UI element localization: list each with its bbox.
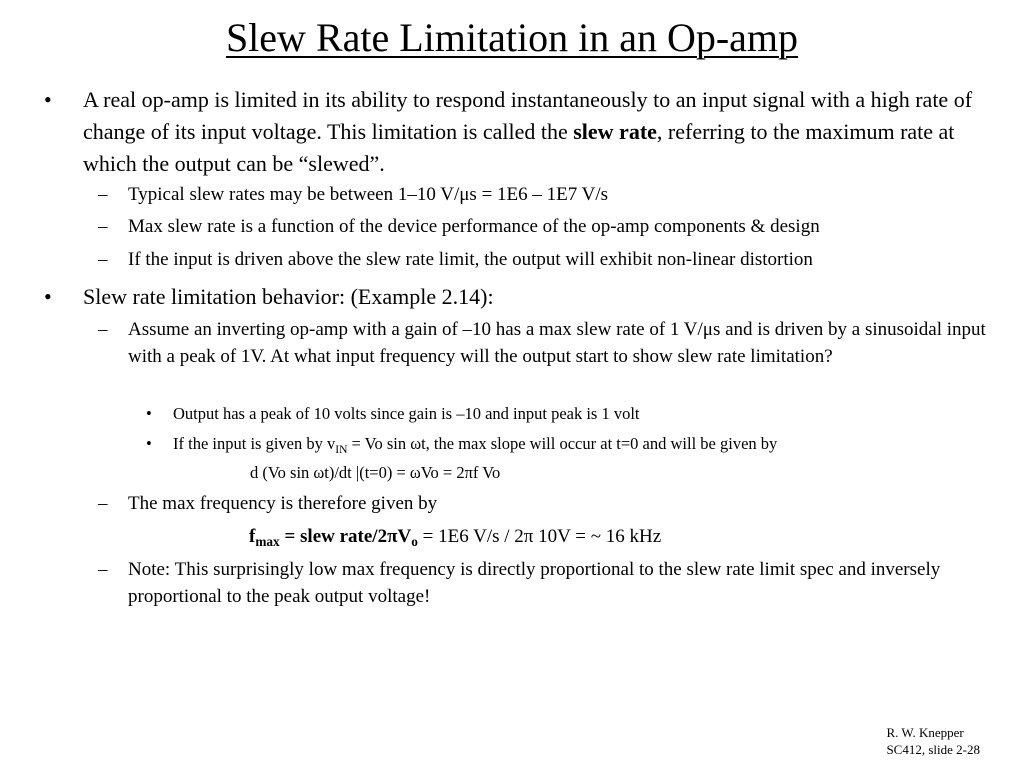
footer-slide-number: SC412, slide 2-28	[886, 742, 980, 757]
max-frequency-formula	[249, 523, 949, 550]
formula-sub-o: o	[411, 534, 418, 549]
dash-marker: –	[98, 249, 108, 270]
bullet-2-text: Slew rate limitation behavior: (Example 2.14):	[83, 284, 494, 309]
point-max-slope-before: If the input is given by v	[173, 434, 336, 453]
dash-marker: –	[98, 184, 108, 205]
formula-result: = 1E6 V/s / 2π 10V = ~ 16 kHz	[417, 526, 662, 547]
formula-f: f	[249, 526, 256, 547]
sub-point-max-frequency: The max frequency is therefore given by	[128, 493, 438, 514]
derivative-equation: d (Vo sin ωt)/dt |(t=0) = ωVo = 2πf Vo	[250, 463, 501, 482]
bullet-1-intro: A real op-amp is limited in its ability to respond instantaneously to an input signal with a high rate of change of its input voltage. This limitation is called the	[83, 87, 973, 144]
bullet-marker: •	[44, 87, 52, 112]
bullet-1-outro: , referring to the maximum rate at which the output can be “slewed”.	[83, 119, 955, 176]
point-output-peak: Output has a peak of 10 volts since gain is –10 and input peak is 1 volt	[173, 404, 640, 423]
bullet-1-text	[83, 84, 1003, 180]
dash-marker: –	[98, 216, 108, 237]
bullet-1-bold-term: slew rate	[573, 119, 657, 144]
slide-title: Slew Rate Limitation in an Op-amp	[225, 15, 799, 60]
footer-author: R. W. Knepper	[886, 725, 964, 740]
bullet-marker: •	[44, 284, 52, 309]
dot-marker: •	[146, 434, 152, 453]
subscript-in: IN	[335, 444, 348, 456]
sub-point-example-statement: Assume an inverting op-amp with a gain of –10 has a max slew rate of 1 V/μs and is driven by a sinusoidal input with a peak of 1V. At what input frequency will the output start to show slew rate limitation?	[128, 319, 986, 367]
dash-marker: –	[98, 493, 108, 514]
dot-marker: •	[146, 404, 152, 423]
dash-marker: –	[98, 559, 108, 580]
slide-footer	[886, 724, 980, 758]
sub-point-note: Note: This surprisingly low max frequency is directly proportional to the slew rate limit spec and inversely proportional to the peak output voltage!	[128, 559, 941, 607]
sub-point-distortion: If the input is driven above the slew rate limit, the output will exhibit non-linear distortion	[128, 249, 813, 270]
formula-sub-max: max	[255, 534, 280, 549]
sub-point-max-slew-rate: Max slew rate is a function of the device performance of the op-amp components & design	[128, 216, 820, 237]
point-max-slope-after: = Vo sin ωt, the max slope will occur at t=0 and will be given by	[347, 434, 778, 453]
dash-marker: –	[98, 319, 108, 340]
point-max-slope	[173, 432, 1003, 456]
formula-mid: = slew rate/2πV	[279, 526, 412, 547]
sub-point-typical-rates: Typical slew rates may be between 1–10 V/μs = 1E6 – 1E7 V/s	[128, 184, 609, 205]
